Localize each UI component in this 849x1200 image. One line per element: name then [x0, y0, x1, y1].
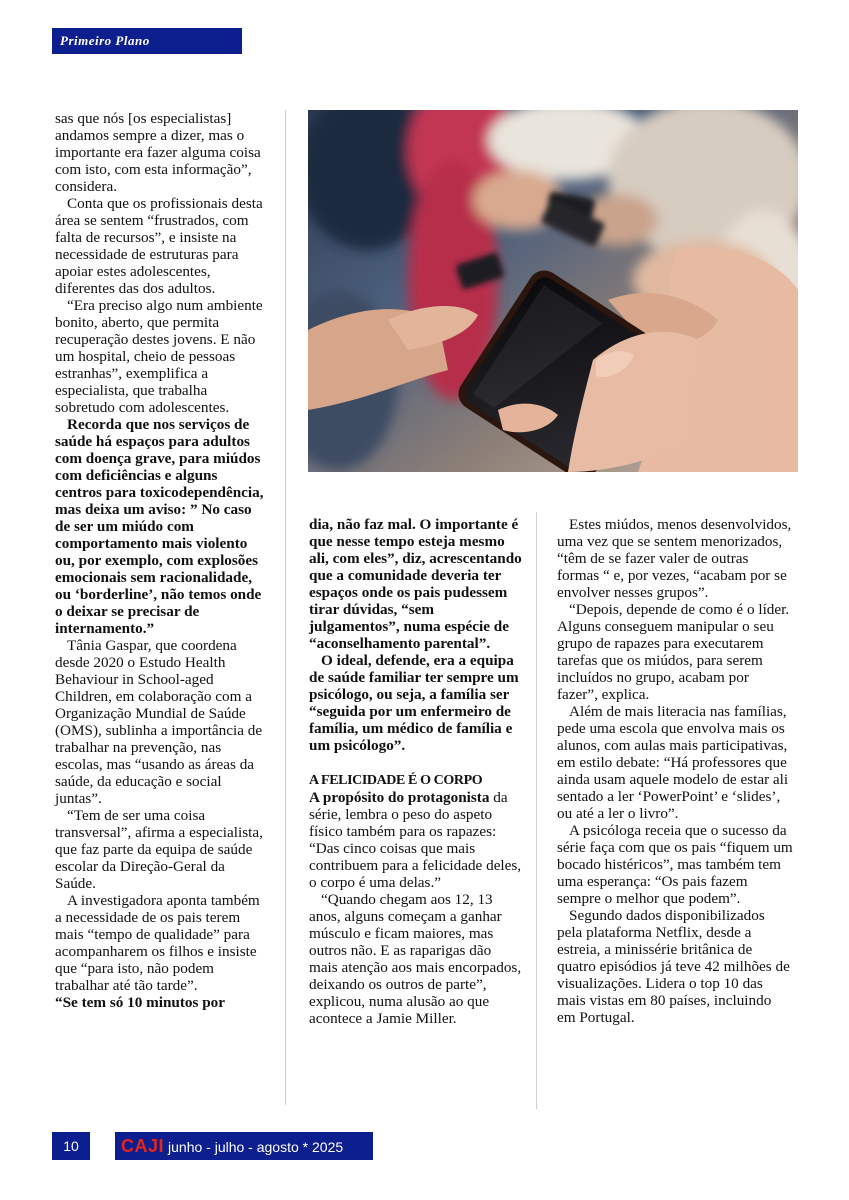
paragraph: “Era preciso algo num ambiente bonito, aberto, que permita recuperação destes jovens. E não um hospital, cheio de pessoas estranhas”, exemplifica a especialista, que trabalha sobretudo com adolescentes. — [55, 297, 263, 416]
bold-lead-in: A propósito do protagonista — [309, 789, 490, 806]
paragraph: “Tem de ser uma coisa transversal”, afirma a especialista, que faz parte da equipa de saúde escolar da Direção-Geral da Saúde. — [55, 807, 263, 892]
section-label: Primeiro Plano — [52, 28, 242, 54]
paragraph: A investigadora aponta também a necessidade de os pais terem mais “tempo de qualidade” para acompanharem os filhos e insiste que “para isto, não podem trabalhar até tão tarde”. — [55, 892, 260, 994]
article-column-2 — [309, 516, 522, 1027]
paragraph-text: da série, lembra o peso do aspeto físico também para os rapazes: “Das cinco coisas que mais contribuem para a felicidade deles, o corpo é uma delas.” — [309, 789, 522, 891]
article-column-1 — [55, 110, 267, 1011]
hands-holding-smartphones-photo — [308, 110, 798, 472]
magazine-brand: CAJI — [121, 1136, 165, 1156]
paragraph: sas que nós [os especialistas] andamos sempre a dizer, mas o importante era fazer alguma coisa com isto, com esta informação”, considera. — [55, 110, 261, 195]
paragraph: “Quando chegam aos 12, 13 anos, alguns começam a ganhar músculo e ficam maiores, mas outros não. E as raparigas dão mais atenção aos mais encorpados, deixando os outros de parte”, explicou, numa alusão ao que acontece a Jamie Miller. — [309, 891, 522, 1027]
paragraph: Conta que os profissionais desta área se sentem “frustrados, com falta de recursos”, e insiste na necessidade de estruturas para apoiar estes adolescentes, diferentes das dos adultos. — [55, 195, 263, 297]
paragraph-bold: dia, não faz mal. O importante é que nesse tempo esteja mesmo ali, com eles”, diz, acrescentando que a comunidade deveria ter espaços onde os pais pudessem tirar dúvidas, “sem julgamentos”, numa espécie de “aconselhamento parental”. — [309, 516, 522, 652]
column-divider — [285, 110, 286, 1105]
article-column-3 — [557, 516, 793, 1026]
paragraph: A psicóloga receia que o sucesso da série faça com que os pais “fiquem um bocado histéricos”, mas também tem uma esperança: “Os pais fazem sempre o melhor que podem”. — [557, 822, 793, 907]
paragraph-bold: O ideal, defende, era a equipa de saúde familiar ter sempre um psicólogo, ou seja, a família ser “seguida por um enfermeiro de família, um médico de família e um psicólogo”. — [309, 652, 519, 754]
paragraph-bold: Recorda que nos serviços de saúde há espaços para adultos com doença grave, para miúdos com deficiências e alguns centros para toxicodependência, mas deixa um aviso: ” No caso de ser um miúdo com comportamento mais violento ou, por exemplo, com explosões emocionais sem racionalidade, ou ‘borderline’, não temos onde o deixar se precisar de internamento.” — [55, 416, 264, 637]
column-divider — [536, 512, 537, 1109]
paragraph: Tânia Gaspar, que coordena desde 2020 o Estudo Health Behaviour in School-aged Children, em colaboração com a Organização Mundial de Saúde (OMS), sublinha a importância de trabalhar na prevenção, nas escolas, mas “usando as áreas da saúde, da educação e social juntas”. — [55, 637, 263, 807]
paragraph: Além de mais literacia nas famílias, pede uma escola que envolva mais os alunos, com aulas mais participativas, em estilo debate: “Há professores que ainda usam aquele modelo de estar ali sentado a ler ‘PowerPoint’ e ‘slides’, ou até a ler o livro”. — [557, 703, 789, 822]
paragraph: Estes miúdos, menos desenvolvidos, uma vez que se sentem menorizados, “têm de se fazer valer de outras formas “ e, por vezes, “acabam por se envolver nesses grupos”. — [557, 516, 792, 601]
issue-date: junho - julho - agosto * 2025 — [168, 1139, 344, 1155]
paragraph: “Depois, depende de como é o líder. Alguns conseguem manipular o seu grupo de rapazes para executarem tarefas que os miúdos, para serem incluídos no grupo, acabam por fazer”, explica. — [557, 601, 790, 703]
paragraph — [309, 789, 522, 891]
paragraph-bold: “Se tem só 10 minutos por — [55, 994, 226, 1011]
paragraph: Segundo dados disponibilizados pela plataforma Netflix, desde a estreia, a minissérie britânica de quatro episódios já teve 42 milhões de visualizações. Lidera o top 10 das mais vistas em 80 países, incluindo em Portugal. — [557, 907, 790, 1026]
magazine-footer — [115, 1132, 373, 1160]
section-subheading: A FELICIDADE É O CORPO — [309, 773, 483, 788]
page-number: 10 — [52, 1132, 90, 1160]
